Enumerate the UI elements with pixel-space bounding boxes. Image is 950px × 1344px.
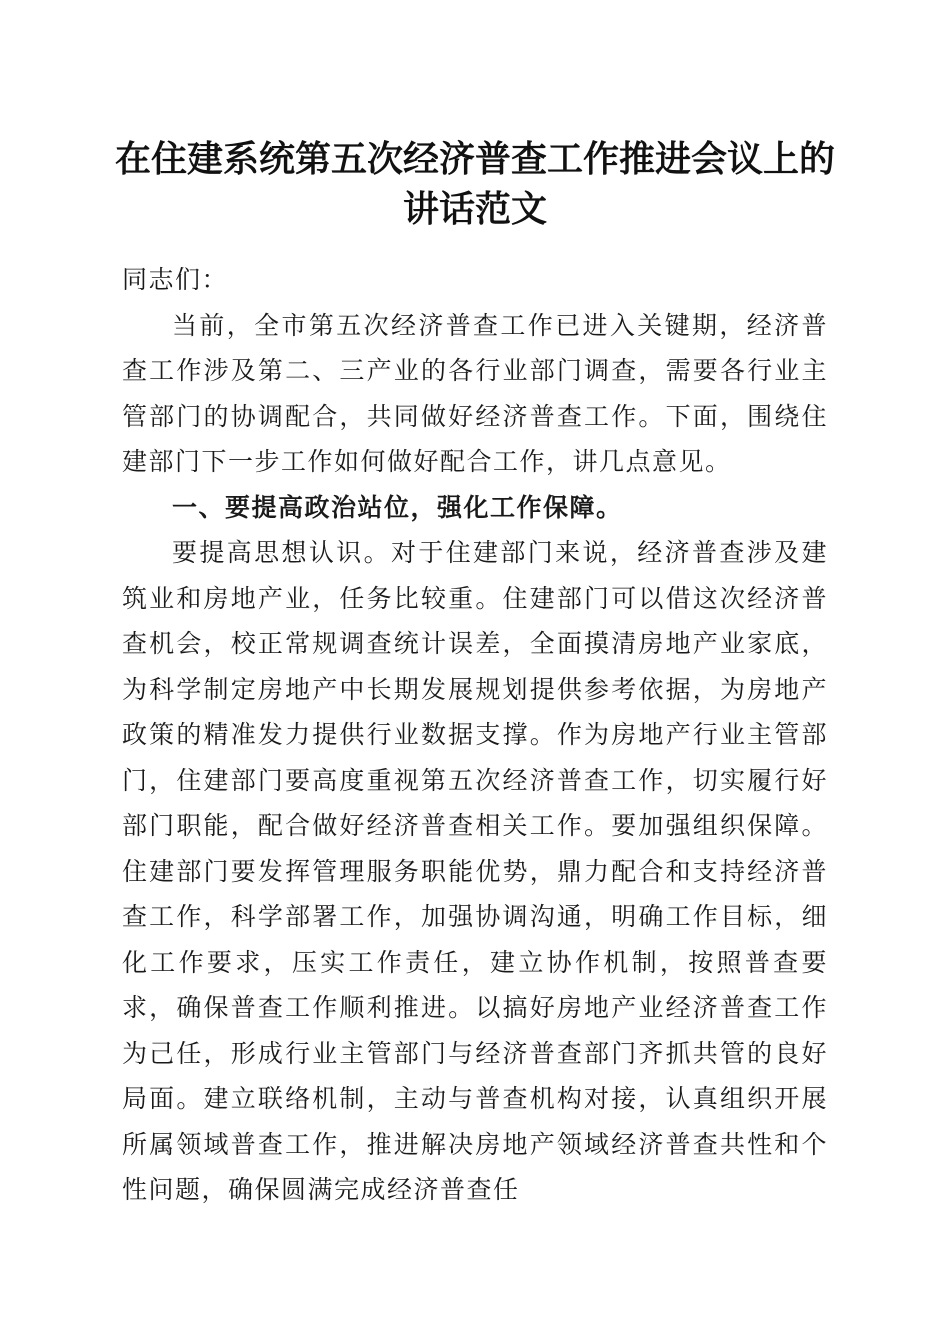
section-1-heading: 一、要提高政治站位，强化工作保障。 [172, 492, 623, 522]
title-line-1: 在住建系统第五次经济普查工作推进会议上的 [114, 138, 835, 180]
intro-paragraph: 当前，全市第五次经济普查工作已进入关键期，经济普查工作涉及第二、三产业的各行业部门调查，需要各行业主管部门的协调配合，共同做好经济普查工作。下面，围绕住建部门下一步工作如何做好配合工作，讲几点意见。 [122, 310, 828, 476]
greeting: 同志们： [122, 265, 229, 294]
title-line-2: 讲话范文 [402, 188, 547, 230]
document-title [100, 134, 850, 234]
document-body [122, 257, 828, 1213]
section-1-paragraph: 要提高思想认识。对于住建部门来说，经济普查涉及建筑业和房地产业，任务比较重。住建部门可以借这次经济普查机会，校正常规调查统计误差，全面摸清房地产业家底，为科学制定房地产中长期发展规划提供参考依据，为房地产政策的精准发力提供行业数据支撑。作为房地产行业主管部门，住建部门要高度重视第五次经济普查工作，切实履行好部门职能，配合做好经济普查相关工作。要加强组织保障。住建部门要发挥管理服务职能优势，鼎力配合和支持经济普查工作，科学部署工作，加强协调沟通，明确工作目标，细化工作要求，压实工作责任，建立协作机制，按照普查要求，确保普查工作顺利推进。以搞好房地产业经济普查工作为己任，形成行业主管部门与经济普查部门齐抓共管的良好局面。建立联络机制，主动与普查机构对接，认真组织开展所属领域普查工作，推进解决房地产领域经济普查共性和个性问题，确保圆满完成经济普查任 [122, 538, 828, 1204]
